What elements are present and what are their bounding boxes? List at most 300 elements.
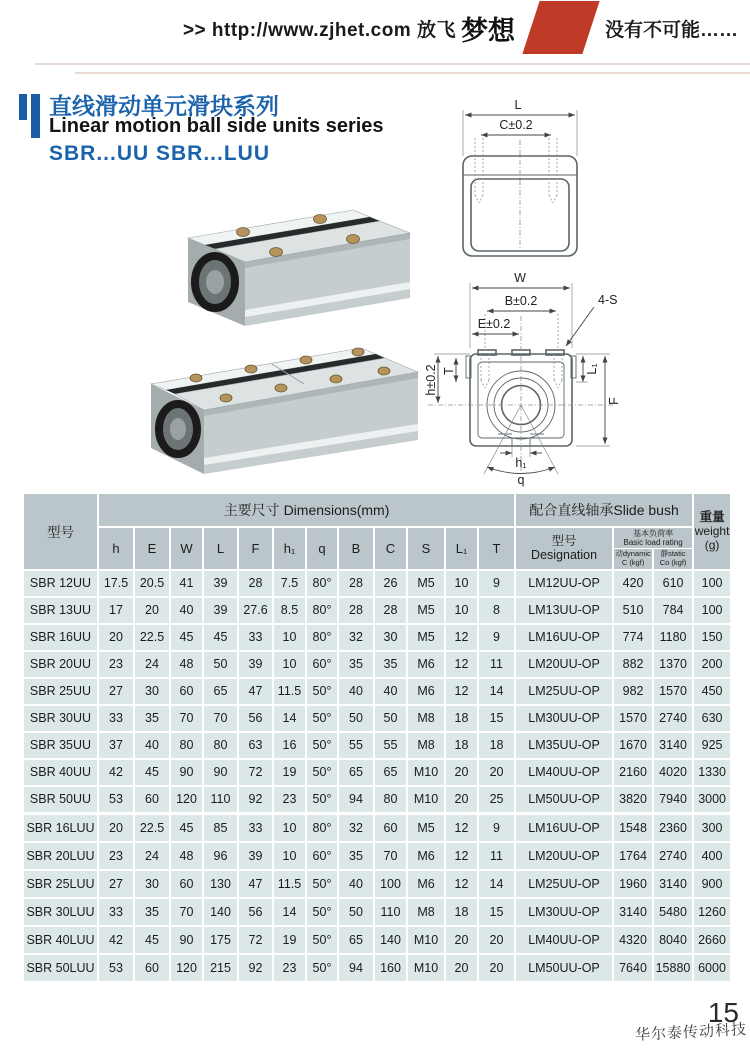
dim-label-B: B±0.2 [504,294,538,308]
value-cell: 18 [478,732,515,759]
col-group-slide-bush: 配合直线轴承Slide bush [515,493,693,527]
value-cell: 65 [374,759,407,786]
value-cell: 20 [445,786,478,813]
value-cell: 17.5 [98,570,134,597]
value-cell: 5480 [653,898,693,926]
series-model-codes: SBR...UU SBR...LUU [49,142,271,165]
value-cell: 33 [98,898,134,926]
value-cell: 18 [445,705,478,732]
value-cell: 120 [170,954,203,982]
screw-hole-dashed-right [554,354,562,388]
value-cell: M8 [407,732,445,759]
value-cell: 100 [693,570,731,597]
value-cell: 450 [693,678,731,705]
model-cell: SBR 16UU [23,624,98,651]
value-cell: 1370 [653,651,693,678]
value-cell: M6 [407,678,445,705]
value-cell: 6000 [693,954,731,982]
value-cell: 630 [693,705,731,732]
value-cell: 22.5 [134,814,170,842]
table-row [23,651,731,678]
value-cell: 30 [134,678,170,705]
value-cell: 55 [374,732,407,759]
value-cell: 20 [98,624,134,651]
dim-label-L1: L₁ [585,363,599,375]
value-cell: 1764 [613,842,653,870]
value-cell: 20 [445,926,478,954]
model-cell: SBR 35UU [23,732,98,759]
value-cell: 9 [478,570,515,597]
value-cell: 50° [306,786,338,813]
value-cell: 40 [134,732,170,759]
value-cell: M10 [407,759,445,786]
value-cell: 70 [170,898,203,926]
title-accent-bar-2 [31,94,40,138]
value-cell: 2160 [613,759,653,786]
value-cell: 22.5 [134,624,170,651]
col-header-S: S [407,527,445,570]
value-cell: 9 [478,624,515,651]
value-cell: 56 [238,705,273,732]
col-header-C: C [374,527,407,570]
title-accent-bar-1 [19,94,27,120]
value-cell: 33 [238,624,273,651]
table-row [23,759,731,786]
value-cell: 25 [478,786,515,813]
model-cell: SBR 40UU [23,759,98,786]
value-cell: 94 [338,954,374,982]
value-cell: LM50UU-OP [515,786,613,813]
value-cell: 55 [338,732,374,759]
value-cell: 4020 [653,759,693,786]
value-cell: 50° [306,870,338,898]
value-cell: 63 [238,732,273,759]
value-cell: 18 [445,898,478,926]
value-cell: 100 [374,870,407,898]
value-cell: 50° [306,926,338,954]
table-row [23,624,731,651]
value-cell: 4320 [613,926,653,954]
value-cell: 72 [238,759,273,786]
value-cell: LM40UU-OP [515,759,613,786]
model-cell: SBR 16LUU [23,814,98,842]
value-cell: M10 [407,926,445,954]
value-cell: 56 [238,898,273,926]
col-header-dynamic: 动dynamic C (kgf) [614,549,654,568]
series-title-zh: 直线滑动单元滑块系列 [49,93,279,119]
value-cell: 12 [445,678,478,705]
col-header-static: 静static Co (kgf) [659,549,687,567]
value-cell: 45 [134,759,170,786]
header-divider-line-2 [75,72,750,74]
value-cell: 80 [203,732,238,759]
value-cell: 50° [306,705,338,732]
value-cell: 50 [338,898,374,926]
value-cell: LM16UU-OP [515,814,613,842]
value-cell: 20 [478,954,515,982]
value-cell: 80° [306,597,338,624]
value-cell: 23 [98,651,134,678]
value-cell: M5 [407,814,445,842]
value-cell: 16 [273,732,306,759]
dim-label-h: h±0.2 [424,364,438,396]
value-cell: M10 [407,786,445,813]
value-cell: 80 [374,786,407,813]
value-cell: 9 [478,814,515,842]
value-cell: 45 [203,624,238,651]
value-cell: 110 [203,786,238,813]
value-cell: 300 [693,814,731,842]
slogan-dream: 梦想 [460,16,515,46]
value-cell: 420 [613,570,653,597]
value-cell: 20 [445,954,478,982]
table-row [23,732,731,759]
value-cell: 20 [478,759,515,786]
value-cell: 40 [374,678,407,705]
screw-hole-dashed-right [549,138,557,203]
value-cell: 10 [273,842,306,870]
value-cell: 20 [134,597,170,624]
value-cell: 45 [170,624,203,651]
value-cell: 41 [170,570,203,597]
value-cell: 50° [306,954,338,982]
value-cell: 10 [445,570,478,597]
value-cell: 50 [374,705,407,732]
value-cell: 26 [374,570,407,597]
value-cell: 8 [478,597,515,624]
value-cell: 33 [238,814,273,842]
value-cell: 27.6 [238,597,273,624]
value-cell: 11.5 [273,870,306,898]
dimensions-table-uu [22,492,732,814]
value-cell: 130 [203,870,238,898]
col-header-W: W [170,527,203,570]
value-cell: 8.5 [273,597,306,624]
value-cell: 200 [693,651,731,678]
value-cell: 45 [134,926,170,954]
value-cell: 50 [203,651,238,678]
value-cell: 48 [170,651,203,678]
value-cell: 60° [306,651,338,678]
value-cell: 47 [238,678,273,705]
value-cell: M6 [407,870,445,898]
value-cell: 28 [238,570,273,597]
table-row [23,786,731,813]
value-cell: 175 [203,926,238,954]
value-cell: 24 [134,842,170,870]
website-url: >> http://www.zjhet.com 放飞 [182,20,456,41]
col-header-T: T [478,527,515,570]
value-cell: 28 [338,570,374,597]
model-cell: SBR 30LUU [23,898,98,926]
model-cell: SBR 50LUU [23,954,98,982]
value-cell: 140 [203,898,238,926]
value-cell: 774 [613,624,653,651]
value-cell: 28 [338,597,374,624]
value-cell: 90 [170,759,203,786]
value-cell: 784 [653,597,693,624]
value-cell: 2740 [653,842,693,870]
dim-label-C: C±0.2 [499,118,533,132]
value-cell: 14 [478,870,515,898]
col-header-designation: 型号 Designation [515,527,613,570]
table-row [23,842,731,870]
dim-label-h1: h₁ [515,456,527,470]
value-cell: 60 [170,678,203,705]
value-cell: LM30UU-OP [515,705,613,732]
value-cell: 400 [693,842,731,870]
value-cell: 1570 [613,705,653,732]
model-cell: SBR 50UU [23,786,98,813]
model-cell: SBR 25LUU [23,870,98,898]
value-cell: LM40UU-OP [515,926,613,954]
value-cell: 1260 [693,898,731,926]
table-row [23,705,731,732]
value-cell: 215 [203,954,238,982]
value-cell: 100 [693,597,731,624]
value-cell: 39 [238,842,273,870]
value-cell: 35 [134,898,170,926]
value-cell: 35 [134,705,170,732]
value-cell: 96 [203,842,238,870]
page-number: 15 [707,997,739,1028]
value-cell: 510 [613,597,653,624]
dim-label-F: F [607,397,621,405]
value-cell: 8040 [653,926,693,954]
value-cell: 20.5 [134,570,170,597]
value-cell: 23 [273,786,306,813]
value-cell: 50° [306,898,338,926]
value-cell: LM50UU-OP [515,954,613,982]
value-cell: LM35UU-OP [515,732,613,759]
dim-label-E: E±0.2 [477,317,511,331]
series-title-en: Linear motion ball side units series [49,115,384,137]
value-cell: 80° [306,570,338,597]
value-cell: 90 [203,759,238,786]
value-cell: 65 [338,759,374,786]
col-group-dimensions: 主要尺寸 Dimensions(mm) [98,493,515,527]
table-row [23,898,731,926]
value-cell: 925 [693,732,731,759]
value-cell: 50 [338,705,374,732]
value-cell: LM20UU-OP [515,651,613,678]
value-cell: 32 [338,624,374,651]
value-cell: 50° [306,732,338,759]
value-cell: LM25UU-OP [515,870,613,898]
header-divider-line-1 [35,63,750,65]
value-cell: 39 [203,597,238,624]
drawing-front-view [420,268,750,490]
screw-hole-dashed-left [481,354,489,388]
dim-label-q: q [517,473,525,487]
value-cell: LM13UU-OP [515,597,613,624]
col-header-load-rating: 基本负荷率 Basic load rating 动dynamic C (kgf) 静static Co (kgf) [613,527,693,570]
table-row [23,570,731,597]
value-cell: 50° [306,678,338,705]
value-cell: 3140 [653,870,693,898]
value-cell: 70 [170,705,203,732]
value-cell: 3820 [613,786,653,813]
col-header-weight: 重量 weight (g) [693,493,731,570]
value-cell: M6 [407,842,445,870]
value-cell: 7.5 [273,570,306,597]
table-row [23,926,731,954]
dim-label-L: L [514,98,522,112]
value-cell: 110 [374,898,407,926]
value-cell: 53 [98,954,134,982]
dimensions-table-luu [22,813,732,983]
value-cell: 12 [445,624,478,651]
value-cell: M8 [407,898,445,926]
table-row [23,597,731,624]
value-cell: 2740 [653,705,693,732]
value-cell: 3140 [653,732,693,759]
value-cell: 15880 [653,954,693,982]
value-cell: 10 [273,624,306,651]
value-cell: 140 [374,926,407,954]
col-header-q: q [306,527,338,570]
value-cell: 20 [98,814,134,842]
table-row [23,678,731,705]
col-header-B: B [338,527,374,570]
value-cell: 14 [273,898,306,926]
value-cell: 39 [203,570,238,597]
value-cell: 33 [98,705,134,732]
value-cell: LM20UU-OP [515,842,613,870]
model-cell: SBR 25UU [23,678,98,705]
product-photo-sbr-luu [126,322,438,484]
value-cell: 42 [98,926,134,954]
value-cell: 92 [238,954,273,982]
value-cell: 18 [445,732,478,759]
model-cell: SBR 12UU [23,570,98,597]
value-cell: 60 [134,954,170,982]
value-cell: 24 [134,651,170,678]
value-cell: 3140 [613,898,653,926]
value-cell: 60 [134,786,170,813]
value-cell: M5 [407,570,445,597]
value-cell: 120 [170,786,203,813]
value-cell: 30 [374,624,407,651]
col-header-L1: L₁ [445,527,478,570]
value-cell: 23 [273,954,306,982]
col-header-E: E [134,527,170,570]
col-header-h1: h₁ [273,527,306,570]
value-cell: M8 [407,705,445,732]
value-cell: 19 [273,759,306,786]
table-row [23,870,731,898]
value-cell: 150 [693,624,731,651]
value-cell: 80 [170,732,203,759]
value-cell: M5 [407,624,445,651]
table-row [23,954,731,982]
value-cell: 20 [445,759,478,786]
value-cell: 1570 [653,678,693,705]
value-cell: 3000 [693,786,731,813]
value-cell: 80° [306,624,338,651]
value-cell: 12 [445,814,478,842]
value-cell: 14 [273,705,306,732]
value-cell: 15 [478,898,515,926]
value-cell: 12 [445,842,478,870]
value-cell: 1180 [653,624,693,651]
value-cell: 40 [170,597,203,624]
value-cell: 1330 [693,759,731,786]
model-cell: SBR 30UU [23,705,98,732]
value-cell: 60 [170,870,203,898]
value-cell: 60° [306,842,338,870]
screw-hole-dashed-left [475,138,483,203]
value-cell: 15 [478,705,515,732]
value-cell: 92 [238,786,273,813]
value-cell: 50° [306,759,338,786]
value-cell: 94 [338,786,374,813]
value-cell: 40 [338,870,374,898]
dim-label-W: W [514,271,526,285]
value-cell: 72 [238,926,273,954]
value-cell: 65 [203,678,238,705]
dim-label-4S: 4-S [598,293,618,307]
value-cell: 39 [238,651,273,678]
value-cell: 900 [693,870,731,898]
value-cell: 90 [170,926,203,954]
value-cell: 610 [653,570,693,597]
value-cell: LM25UU-OP [515,678,613,705]
value-cell: 32 [338,814,374,842]
value-cell: 10 [273,814,306,842]
value-cell: 70 [203,705,238,732]
value-cell: 11.5 [273,678,306,705]
model-cell: SBR 20UU [23,651,98,678]
value-cell: 1670 [613,732,653,759]
value-cell: 7940 [653,786,693,813]
value-cell: 35 [374,651,407,678]
value-cell: 982 [613,678,653,705]
col-header-L: L [203,527,238,570]
value-cell: LM16UU-OP [515,624,613,651]
value-cell: 12 [445,870,478,898]
value-cell: 11 [478,842,515,870]
value-cell: 1960 [613,870,653,898]
value-cell: 27 [98,870,134,898]
value-cell: 70 [374,842,407,870]
value-cell: 28 [374,597,407,624]
value-cell: 48 [170,842,203,870]
value-cell: M10 [407,954,445,982]
value-cell: 65 [338,926,374,954]
drawing-side-view [455,98,585,263]
value-cell: 23 [98,842,134,870]
value-cell: 14 [478,678,515,705]
slogan-right: 没有不可能…… [604,20,738,41]
value-cell: M5 [407,597,445,624]
value-cell: 35 [338,842,374,870]
watermark-text: 华尔泰传动科技 [634,1021,748,1044]
value-cell: M6 [407,651,445,678]
value-cell: 37 [98,732,134,759]
dim-label-T: T [442,367,456,375]
value-cell: 85 [203,814,238,842]
value-cell: 42 [98,759,134,786]
value-cell: LM12UU-OP [515,570,613,597]
model-cell: SBR 13UU [23,597,98,624]
value-cell: 11 [478,651,515,678]
page-header [0,0,750,57]
value-cell: 10 [273,651,306,678]
value-cell: 160 [374,954,407,982]
col-header-F: F [238,527,273,570]
col-header-model: 型号 [23,493,98,570]
